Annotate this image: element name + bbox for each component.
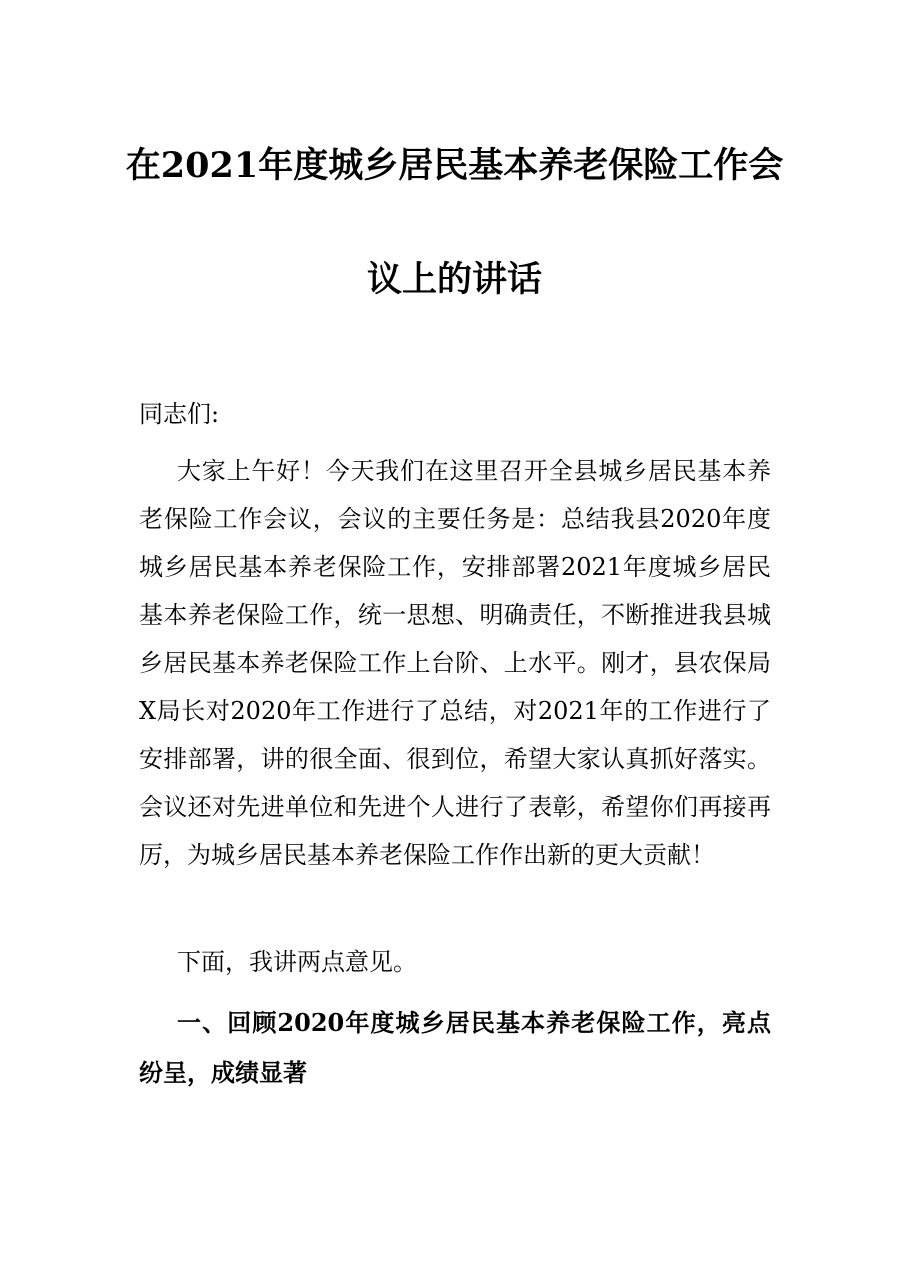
body-paragraph-1: 大家上午好！今天我们在这里召开全县城乡居民基本养老保险工作会议，会议的主要任务是：总结我县2020年度城乡居民基本养老保险工作，安排部署2021年度城乡居民基本养老保险工作，统一思想、明确责任，不断推进我县城乡居民基本养老保险工作上台阶、上水平。刚才，县农保局X局长对2020年工作进行了总结，对2021年的工作进行了安排部署，讲的很全面、很到位，希望大家认真抓好落实。会议还对先进单位和先进个人进行了表彰，希望你们再接再厉，为城乡居民基本养老保险工作作出新的更大贡献！ — [139, 457, 771, 869]
body-paragraph-2: 下面，我讲两点意见。 — [177, 948, 417, 976]
salutation: 同志们: — [139, 400, 220, 428]
document-title-line-2: 议上的讲话 — [366, 259, 542, 300]
section-heading-1: 一、回顾2020年度城乡居民基本养老保险工作，亮点纷呈，成绩显著 — [139, 1008, 771, 1087]
document-title-line-1: 在2021年度城乡居民基本养老保险工作会 — [125, 145, 784, 186]
